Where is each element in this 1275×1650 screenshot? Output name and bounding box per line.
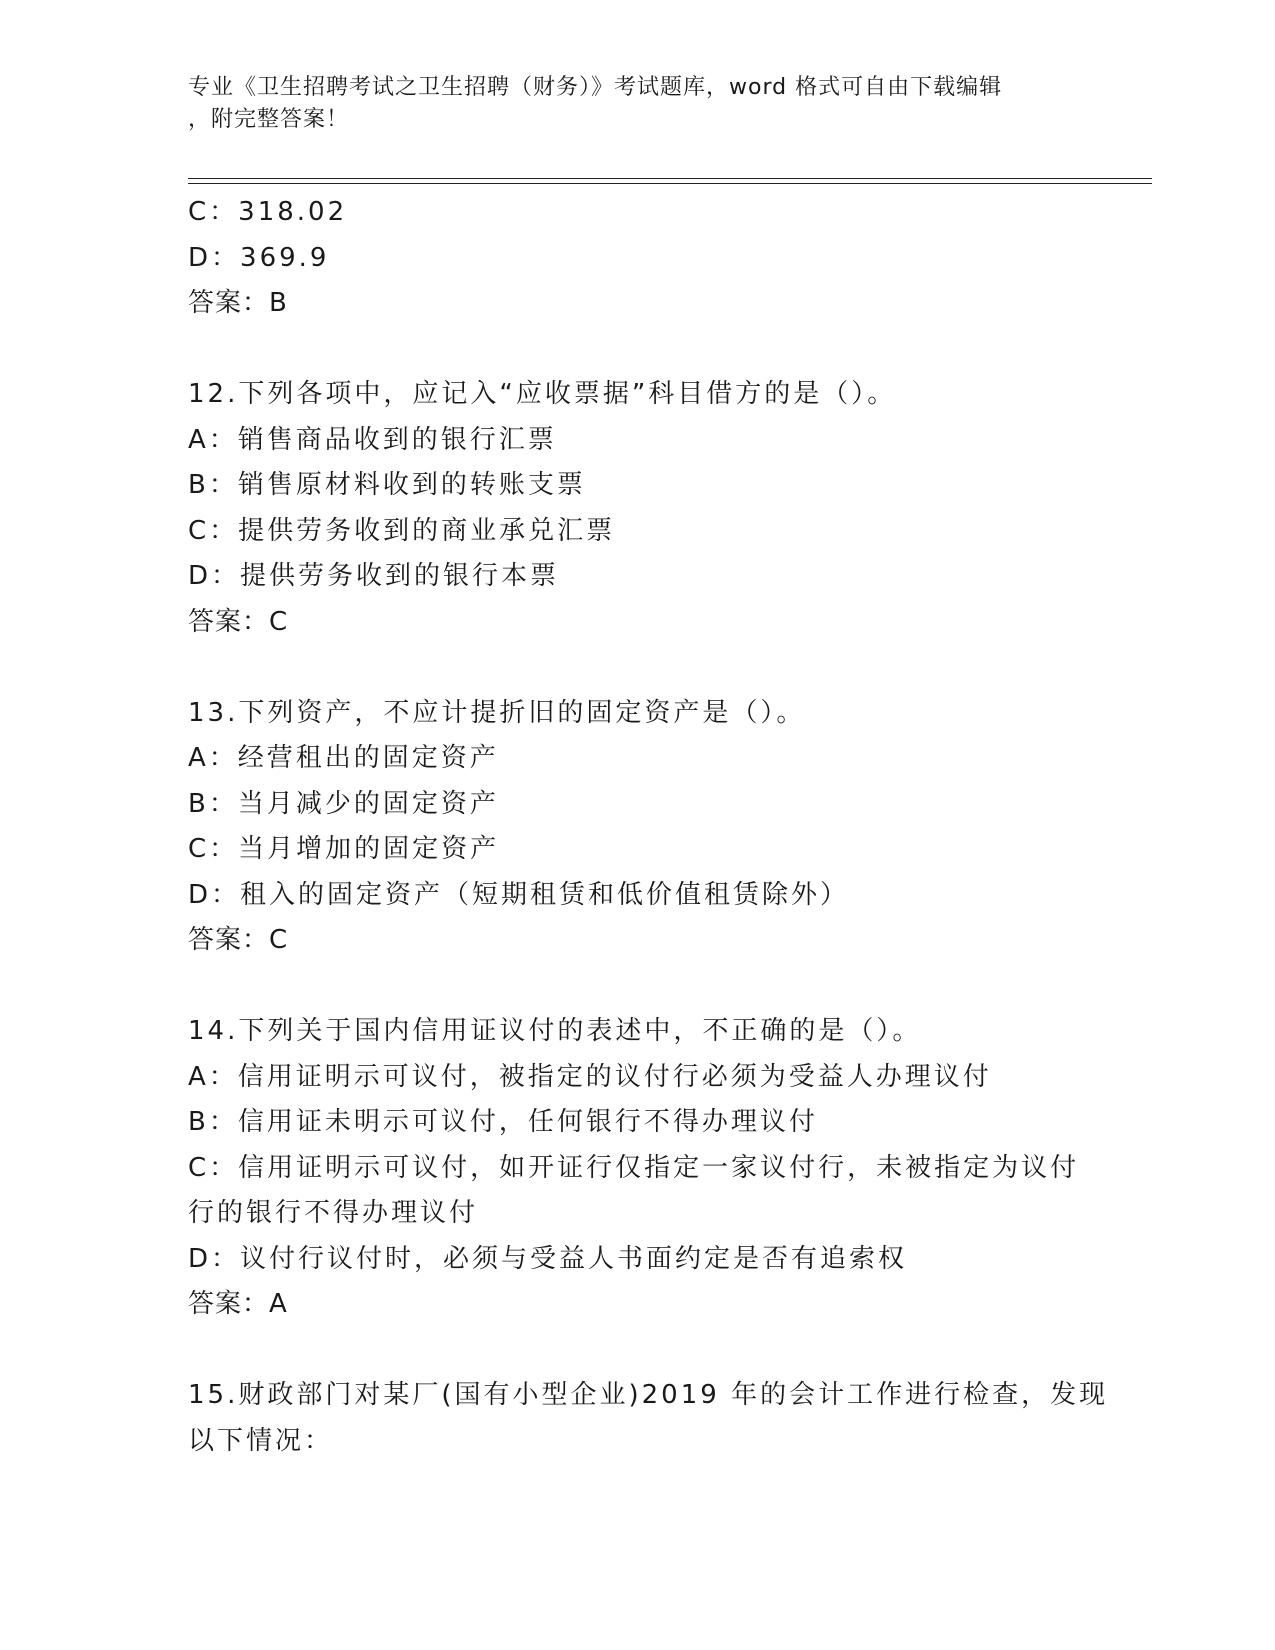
option-a: A：经营租出的固定资产: [188, 743, 499, 773]
question-14: [188, 1009, 1088, 1328]
question-list: [188, 190, 1109, 1464]
spacer: [188, 327, 1088, 373]
question-text: 13.下列资产，不应计提折旧的固定资产是（）。: [188, 697, 806, 728]
header-line-2: ，附完整答案！: [188, 107, 350, 132]
question-12: [188, 372, 1088, 645]
question-text-line-2: 以下情况：: [188, 1425, 334, 1456]
option-c: C：提供劳务收到的商业承兑汇票: [188, 515, 616, 546]
option-b: B：信用证未明示可议付，任何银行不得办理议付: [188, 1107, 818, 1137]
option-a: A：信用证明示可议付，被指定的议付行必须为受益人办理议付: [188, 1061, 992, 1092]
question-text: 12.下列各项中，应记入“应收票据”科目借方的是（）。: [188, 379, 897, 409]
spacer: [188, 645, 1088, 691]
answer: 答案：C: [188, 925, 289, 955]
question-11: [188, 190, 1088, 327]
header-line-1: 专业《卫生招聘考试之卫生招聘（财务）》考试题库，word 格式可自由下载编辑: [188, 75, 1003, 100]
question-13: [188, 691, 1088, 964]
answer: 答案：C: [188, 606, 289, 637]
question-15: [188, 1373, 1109, 1464]
option-c: C：318.02: [188, 197, 348, 227]
answer: 答案：A: [188, 1289, 288, 1319]
option-b: B：当月减少的固定资产: [188, 788, 499, 819]
option-b: B：销售原材料收到的转账支票: [188, 470, 586, 500]
spacer: [188, 964, 1088, 1010]
option-d: D：提供劳务收到的银行本票: [188, 561, 560, 591]
spacer: [188, 1328, 1088, 1374]
option-c-line-1: C：信用证明示可议付，如开证行仅指定一家议付行，未被指定为议付: [188, 1152, 1080, 1183]
option-d: D：议付行议付时，必须与受益人书面约定是否有追索权: [188, 1243, 908, 1274]
option-c: C：当月增加的固定资产: [188, 834, 500, 864]
document-header: [188, 72, 1088, 136]
option-a: A：销售商品收到的银行汇票: [188, 424, 557, 455]
header-divider-bottom: [188, 183, 1152, 184]
answer: 答案：B: [188, 288, 288, 318]
question-text-line-1: 15.财政部门对某厂(国有小型企业)2019 年的会计工作进行检查，发现: [188, 1380, 1109, 1410]
option-c-line-2: 行的银行不得办理议付: [188, 1198, 479, 1228]
header-divider-top: [188, 178, 1152, 179]
option-d: D：369.9: [188, 242, 330, 273]
option-d: D：租入的固定资产（短期租赁和低价值租赁除外）: [188, 879, 850, 910]
question-text: 14.下列关于国内信用证议付的表述中，不正确的是（）。: [188, 1016, 922, 1046]
